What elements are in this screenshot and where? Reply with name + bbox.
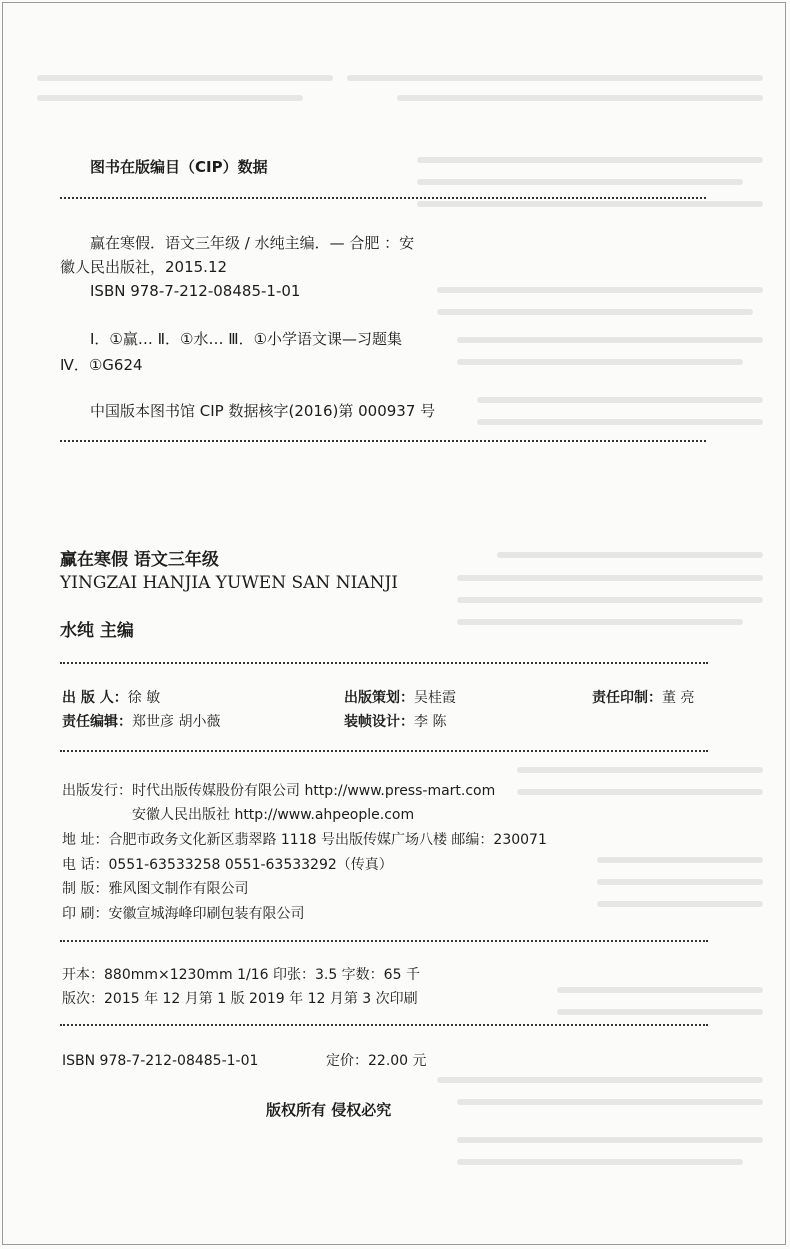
distributor-value: 时代出版传媒股份有限公司 http://www.press-mart.com [132, 783, 496, 799]
address-row [62, 831, 547, 849]
platemaking-row [62, 880, 248, 898]
phone-value: 0551-63533258 0551-63533292（传真） [108, 857, 393, 873]
divider [60, 1024, 708, 1026]
divider [60, 197, 706, 199]
designer-label: 装帧设计： [344, 714, 414, 730]
cip-line-1: 赢在寒假．语文三年级 / 水纯主编．— 合肥 ：安 [90, 234, 415, 252]
cip-number: 中国版本图书馆 CIP 数据核字(2016)第 000937 号 [90, 402, 436, 420]
editors-label: 责任编辑： [62, 714, 132, 730]
staff-publisher [62, 689, 160, 707]
platemaking-label: 制 版： [62, 881, 109, 897]
price: 定价：22.00 元 [326, 1053, 427, 1069]
book-title: 赢在寒假 语文三年级 [60, 550, 219, 570]
publisher-value: 徐 敏 [127, 690, 161, 706]
divider [60, 440, 706, 442]
platemaking-value: 雅风图文制作有限公司 [108, 881, 249, 897]
cip-classification-2: Ⅳ．①G624 [60, 356, 143, 374]
staff-planner [344, 689, 456, 707]
printer-label: 印 刷： [62, 906, 109, 922]
distributor-label: 出版发行： [62, 783, 132, 799]
divider [60, 940, 708, 942]
distributor-row [62, 782, 495, 800]
footer-isbn: ISBN 978-7-212-08485-1-01 [62, 1053, 259, 1069]
printer-value: 安徽宣城海峰印刷包装有限公司 [108, 906, 305, 922]
address-value: 合肥市政务文化新区翡翠路 1118 号出版传媒广场八楼 邮编：230071 [108, 832, 547, 848]
planner-label: 出版策划： [344, 690, 414, 706]
phone-label: 电 话： [62, 857, 109, 873]
address-label: 地 址： [62, 832, 109, 848]
divider [60, 750, 708, 752]
book-editor: 水纯 主编 [60, 621, 134, 641]
planner-value: 吴桂霞 [414, 690, 456, 706]
edition-row: 版次：2015 年 12 月第 1 版 2019 年 12 月第 3 次印刷 [62, 991, 418, 1007]
divider [60, 662, 708, 664]
print-supervisor-value: 董 亮 [662, 690, 695, 706]
editors-value: 郑世彦 胡小薇 [132, 714, 221, 730]
print-supervisor-label: 责任印制： [592, 690, 662, 706]
cip-classification-1: Ⅰ．①赢… Ⅱ．①水… Ⅲ．①小学语文课—习题集 [90, 330, 403, 348]
publisher-label: 出 版 人： [62, 690, 128, 706]
cip-heading: 图书在版编目（CIP）数据 [90, 158, 268, 176]
phone-row [62, 856, 393, 874]
staff-editors [62, 713, 220, 731]
cip-line-2: 徽人民出版社，2015.12 [60, 258, 228, 276]
staff-print-supervisor [592, 689, 694, 707]
format-row: 开本：880mm×1230mm 1/16 印张：3.5 字数：65 千 [62, 967, 420, 983]
distributor-row-2: 安徽人民出版社 http://www.ahpeople.com [132, 807, 415, 823]
copyright-notice: 版权所有 侵权必究 [266, 1101, 392, 1119]
printer-row [62, 905, 304, 923]
book-title-pinyin: YINGZAI HANJIA YUWEN SAN NIANJI [60, 573, 398, 593]
cip-isbn: ISBN 978-7-212-08485-1-01 [90, 282, 301, 300]
staff-designer [344, 713, 446, 731]
designer-value: 李 陈 [414, 714, 447, 730]
